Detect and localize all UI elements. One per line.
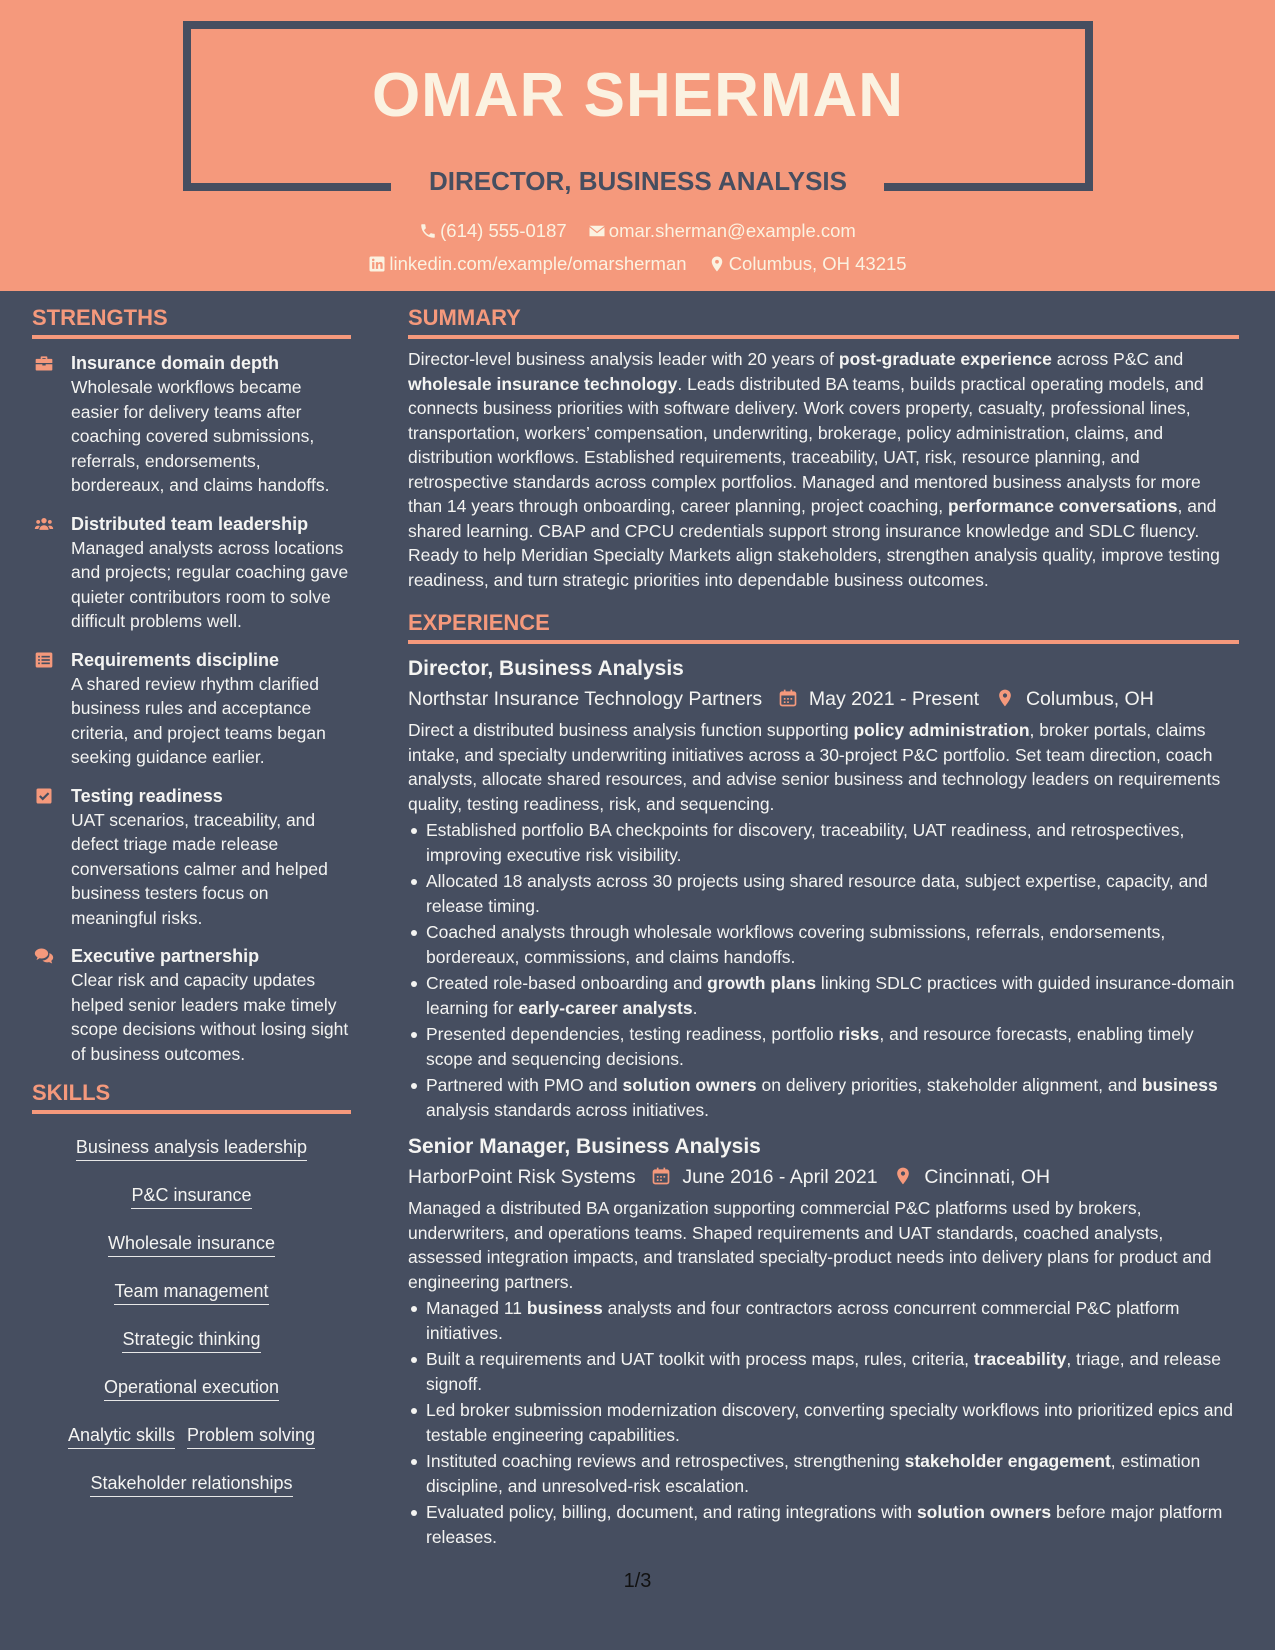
job-meta — [408, 684, 1239, 714]
experience-heading: EXPERIENCE — [408, 610, 1239, 644]
phone-number: (614) 555-0187 — [440, 220, 567, 241]
phone-icon — [419, 222, 437, 240]
linkedin-icon — [368, 255, 386, 273]
strength-item — [32, 512, 351, 634]
strength-item — [32, 351, 351, 498]
briefcase-icon — [34, 353, 54, 373]
job-title: Senior Manager, Business Analysis — [408, 1135, 761, 1158]
job-entry — [408, 1132, 1239, 1549]
skill-tag: Team management — [114, 1280, 268, 1305]
linkedin-contact[interactable] — [368, 253, 686, 275]
bullet-item: Established portfolio BA checkpoints for discovery, traceability, UAT readiness, and retrospectives, improving executive risk visibility. — [408, 818, 1239, 867]
left-column — [32, 305, 351, 1512]
skill-tag: Problem solving — [187, 1424, 315, 1449]
company-name: HarborPoint Risk Systems — [408, 1166, 636, 1188]
bullet-item: Evaluated policy, billing, document, and rating integrations with solution owners before major platform releases. — [408, 1500, 1239, 1549]
email-address: omar.sherman@example.com — [608, 220, 856, 241]
skills-list — [32, 1126, 351, 1512]
job-location: Columbus, OH — [1025, 688, 1154, 710]
map-pin-icon — [708, 255, 726, 273]
skills-heading: SKILLS — [32, 1080, 351, 1114]
bullet-item: Managed 11 business analysts and four contractors across concurrent commercial P&C platform initiatives. — [408, 1296, 1239, 1345]
skill-tag: Stakeholder relationships — [90, 1472, 292, 1497]
list-icon — [34, 650, 54, 670]
map-pin-icon — [893, 1166, 913, 1186]
summary-heading: SUMMARY — [408, 305, 1239, 339]
summary-text: Director-level business analysis leader with 20 years of post-graduate experience across P&C and wholesale insurance technology. Leads distributed BA teams, builds practical operating models, and connects business priorities with software delivery. Work covers property, casualty, professional lines, transportation, workers’ compensation, underwriting, brokerage, policy administration, claims, and distribution workflows. Established requirements, traceability, UAT, risk, resource planning, and retrospective standards across complex portfolios. Managed and mentored business analysts for more than 14 years through onboarding, career planning, project coaching, performance conversations, and shared learning. CBAP and CPCU credentials support strong insurance knowledge and SDLC fluency. Ready to help Meridian Specialty Markets align stakeholders, strengthen analysis quality, improve testing readiness, and turn strategic priorities into dependable business outcomes. — [408, 349, 1220, 590]
skill-tag: Wholesale insurance — [108, 1232, 275, 1257]
strength-title: Executive partnership — [71, 946, 260, 966]
skill-tag: Operational execution — [104, 1376, 279, 1401]
strength-item — [32, 784, 351, 931]
skill-tag: Business analysis leadership — [76, 1136, 307, 1161]
bullet-item: Created role-based onboarding and growth plans linking SDLC practices with guided insurance-domain learning for early-career analysts. — [408, 971, 1239, 1020]
strength-item — [32, 944, 351, 1066]
right-column — [408, 305, 1239, 1561]
envelope-icon — [588, 222, 606, 240]
job-dates: June 2016 - April 2021 — [682, 1166, 878, 1188]
job-meta — [408, 1162, 1239, 1192]
calendar-icon — [778, 688, 798, 708]
linkedin-url: linkedin.com/example/omarsherman — [389, 253, 687, 274]
bullet-item: Presented dependencies, testing readiness, portfolio risks, and resource forecasts, enabling timely scope and sequencing decisions. — [408, 1022, 1239, 1071]
skill-tag: Strategic thinking — [122, 1328, 260, 1353]
checkbox-icon — [34, 786, 54, 806]
bullet-item: Allocated 18 analysts across 30 projects using shared resource data, subject expertise, capacity, and release timing. — [408, 869, 1239, 918]
job-bullets — [408, 1296, 1239, 1549]
strengths-heading: STRENGTHS — [32, 305, 351, 339]
chat-icon — [34, 946, 54, 966]
candidate-name: OMAR SHERMAN — [371, 61, 905, 130]
location-contact — [708, 253, 907, 275]
strength-body: Managed analysts across locations and projects; regular coaching gave quieter contributors room to solve difficult problems well. — [71, 537, 349, 631]
bullet-item: Partnered with PMO and solution owners on delivery priorities, stakeholder alignment, and business analysis standards across initiatives. — [408, 1073, 1239, 1122]
bullet-item: Led broker submission modernization discovery, converting specialty workflows into prioritized epics and testable engineering capabilities. — [408, 1398, 1239, 1447]
company-name: Northstar Insurance Technology Partners — [408, 688, 763, 710]
strength-body: A shared review rhythm clarified business rules and acceptance criteria, and project teams began seeking guidance earlier. — [71, 673, 326, 767]
bullet-item: Instituted coaching reviews and retrospectives, strengthening stakeholder engagement, estimation discipline, and unresolved-risk escalation. — [408, 1449, 1239, 1498]
skill-tag: P&C insurance — [131, 1184, 251, 1209]
strength-title: Distributed team leadership — [71, 513, 309, 534]
strength-title: Requirements discipline — [71, 649, 280, 670]
email-contact[interactable] — [588, 220, 856, 242]
job-title: Director, Business Analysis — [408, 657, 684, 680]
strength-item — [32, 648, 351, 770]
strength-body: UAT scenarios, traceability, and defect triage made release conversations calmer and helped business testers focus on meaningful risks. — [71, 809, 328, 928]
bullet-item: Built a requirements and UAT toolkit with process maps, rules, criteria, traceability, triage, and release signoff. — [408, 1347, 1239, 1396]
phone-contact[interactable] — [419, 220, 567, 242]
strength-title: Testing readiness — [71, 785, 223, 806]
job-title-heading: DIRECTOR, BUSINESS ANALYSIS — [428, 166, 847, 196]
header-banner — [0, 0, 1275, 291]
calendar-icon — [651, 1166, 671, 1186]
strength-title: Insurance domain depth — [71, 353, 280, 373]
strength-body: Clear risk and capacity updates helped senior leaders make timely scope decisions without losing sight of business outcomes. — [71, 970, 349, 1064]
job-location: Cincinnati, OH — [924, 1166, 1051, 1188]
job-description: Managed a distributed BA organization supporting commercial P&C platforms used by brokers, underwriters, and operations teams. Shaped requirements and UAT standards, coached analysts, assessed integration impacts, and translated specialty-product needs into delivery plans for product and engineering partners. — [408, 1198, 1212, 1292]
skill-tag: Analytic skills — [68, 1424, 175, 1449]
job-bullets — [408, 818, 1239, 1122]
bullet-item: Coached analysts through wholesale workflows covering submissions, referrals, endorsements, bordereaux, commissions, and claims handoffs. — [408, 920, 1239, 969]
location-text: Columbus, OH 43215 — [728, 253, 907, 274]
job-dates: May 2021 - Present — [808, 688, 980, 710]
job-description: Direct a distributed business analysis function supporting policy administration, broker portals, claims intake, and specialty underwriting initiatives across a 30-project P&C portfolio. Set team direction, coach analysts, allocate shared resources, and advise senior business and technology leaders on requirements quality, testing readiness, risk, and sequencing. — [408, 720, 1221, 814]
map-pin-icon — [995, 688, 1015, 708]
page-number: 1/3 — [623, 1570, 652, 1592]
team-icon — [34, 514, 54, 534]
job-entry — [408, 654, 1239, 1122]
strength-body: Wholesale workflows became easier for delivery teams after coaching covered submissions, referrals, endorsements, bordereaux, and claims handoffs. — [71, 377, 330, 495]
